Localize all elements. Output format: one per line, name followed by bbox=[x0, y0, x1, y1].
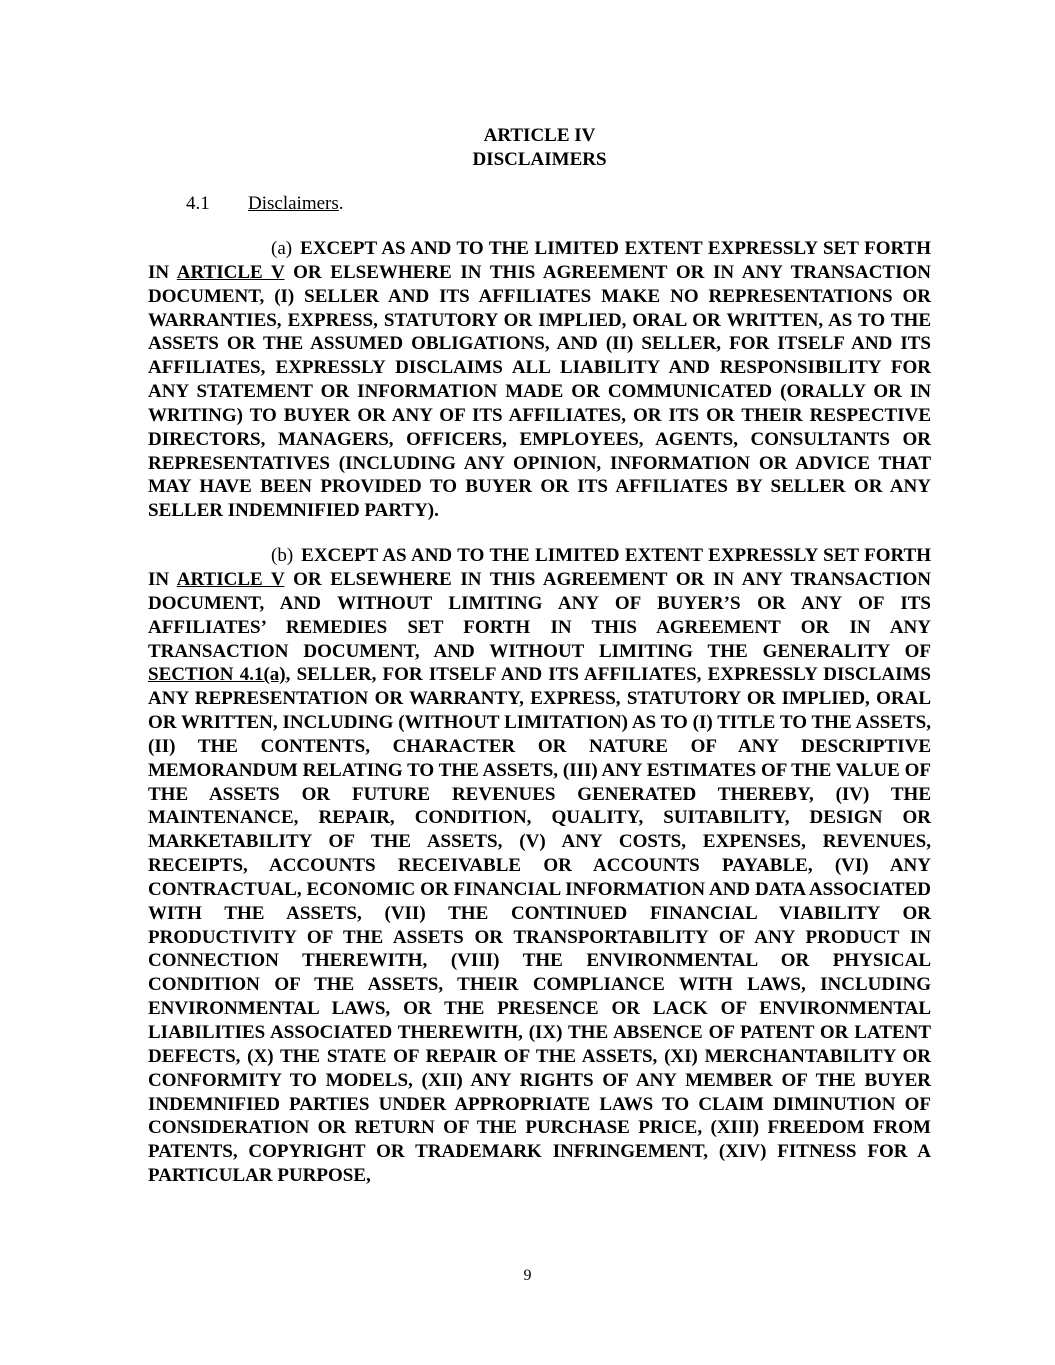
paragraph-a-label: (a) bbox=[271, 238, 293, 259]
section-number: 4.1 bbox=[186, 193, 210, 214]
section-heading bbox=[148, 192, 931, 216]
paragraph-b-section-reference: SECTION 4.1(a) bbox=[148, 664, 286, 686]
paragraph-a-article-reference: ARTICLE V bbox=[176, 261, 285, 283]
paragraph-b-label: (b) bbox=[271, 545, 294, 567]
page-number: 9 bbox=[523, 1267, 532, 1284]
paragraph-b-article-reference: ARTICLE V bbox=[176, 568, 285, 590]
article-number: ARTICLE IV bbox=[483, 125, 596, 146]
paragraph-b-text-2: OR ELSEWHERE IN THIS AGREEMENT OR IN ANY TRANSACTION DOCUMENT, AND WITHOUT LIMITING ANY OF BUYER’S OR ANY OF ITS AFFILIATES’ REMEDIES SET FORTH IN THIS AGREEMENT OR IN ANY TRANSACTION DOCUMENT, AND WITHOUT LIMITING THE GENERALITY OF bbox=[148, 568, 931, 662]
paragraph-a-text-2: OR ELSEWHERE IN THIS AGREEMENT OR IN ANY TRANSACTION DOCUMENT, (I) SELLER AND ITS AFFILIATES MAKE NO REPRESENTATIONS OR WARRANTIES, EXPRESS, STATUTORY OR IMPLIED, ORAL OR WRITTEN, AS TO THE ASSETS OR THE ASSUMED OBLIGATIONS, AND (II) SELLER, FOR ITSELF AND ITS AFFILIATES, EXPRESSLY DISCLAIMS ALL LIABILITY AND RESPONSIBILITY FOR ANY STATEMENT OR INFORMATION MADE OR COMMUNICATED (ORALLY OR IN WRITING) TO BUYER OR ANY OF ITS AFFILIATES, OR ITS OR THEIR RESPECTIVE DIRECTORS, MANAGERS, OFFICERS, EMPLOYEES, AGENTS, CONSULTANTS OR REPRESENTATIVES (INCLUDING ANY OPINION, INFORMATION OR ADVICE THAT MAY HAVE BEEN PROVIDED TO BUYER OR ITS AFFILIATES BY SELLER OR ANY SELLER INDEMNIFIED PARTY). bbox=[148, 261, 931, 522]
paragraph-a-text-1: EXCEPT AS AND TO THE LIMITED EXTENT EXPRESSLY SET FORTH IN bbox=[148, 238, 931, 283]
section-title-suffix: . bbox=[338, 193, 344, 214]
paragraph-b-text-1: EXCEPT AS AND TO THE LIMITED EXTENT EXPRESSLY SET FORTH IN bbox=[148, 545, 931, 590]
section-title: Disclaimers bbox=[248, 193, 339, 214]
paragraph-a bbox=[148, 237, 931, 523]
article-title: DISCLAIMERS bbox=[472, 149, 607, 170]
paragraph-b bbox=[148, 544, 931, 1188]
paragraph-b-text-3: , SELLER, FOR ITSELF AND ITS AFFILIATES, EXPRESSLY DISCLAIMS ANY REPRESENTATION OR WARRANTY, EXPRESS, STATUTORY OR IMPLIED, ORAL OR WRITTEN, INCLUDING (WITHOUT LIMITATION) AS TO (I) TITLE TO THE ASSETS, (II) THE CONTENTS, CHARACTER OR NATURE OF ANY DESCRIPTIVE MEMORANDUM RELATING TO THE ASSETS, (III) ANY ESTIMATES OF THE VALUE OF THE ASSETS OR FUTURE REVENUES GENERATED THEREBY, (IV) THE MAINTENANCE, REPAIR, CONDITION, QUALITY, SUITABILITY, DESIGN OR MARKETABILITY OF THE ASSETS, (V) ANY COSTS, EXPENSES, REVENUES, RECEIPTS, ACCOUNTS RECEIVABLE OR ACCOUNTS PAYABLE, (VI) ANY CONTRACTUAL, ECONOMIC OR FINANCIAL INFORMATION AND DATA ASSOCIATED WITH THE ASSETS, (VII) THE CONTINUED FINANCIAL VIABILITY OR PRODUCTIVITY OF THE ASSETS OR TRANSPORTABILITY OF ANY PRODUCT IN CONNECTION THEREWITH, (VIII) THE ENVIRONMENTAL OR PHYSICAL CONDITION OF THE ASSETS, THEIR COMPLIANCE WITH LAWS, INCLUDING ENVIRONMENTAL LAWS, OR THE PRESENCE OR LACK OF ENVIRONMENTAL LIABILITIES ASSOCIATED THEREWITH, (IX) THE ABSENCE OF PATENT OR LATENT DEFECTS, (X) THE STATE OF REPAIR OF THE ASSETS, (XI) MERCHANTABILITY OR CONFORMITY TO MODELS, (XII) ANY RIGHTS OF ANY MEMBER OF THE BUYER INDEMNIFIED PARTIES UNDER APPROPRIATE LAWS TO CLAIM DIMINUTION OF CONSIDERATION OR RETURN OF THE PURCHASE PRICE, (XIII) FREEDOM FROM PATENTS, COPYRIGHT OR TRADEMARK INFRINGEMENT, (XIV) FITNESS FOR A PARTICULAR PURPOSE, bbox=[148, 664, 931, 1187]
document-page bbox=[148, 124, 931, 1188]
